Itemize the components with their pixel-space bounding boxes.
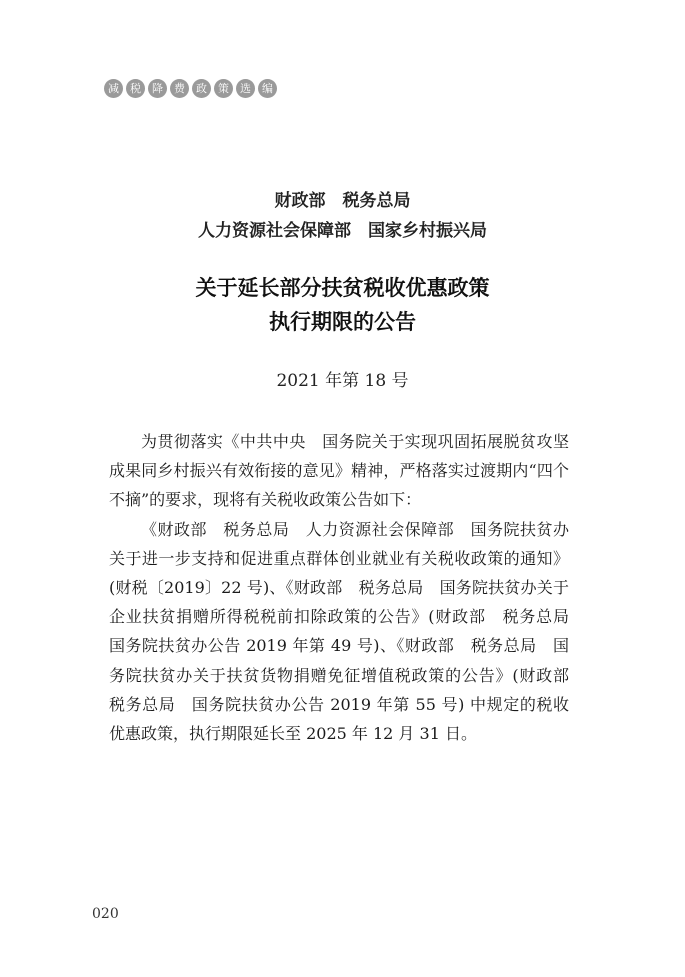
series-char: 选	[236, 79, 255, 98]
series-header	[104, 79, 277, 98]
paragraph-2: 《财政部 税务总局 人力资源社会保障部 国务院扶贫办关于进一步支持和促进重点群体创业就业有关税收政策的通知》(财税〔2019〕22 号)、《财政部 税务总局 国务院扶贫办关于企业扶贫捐赠所得税税前扣除政策的公告》(财政部 税务总局 国务院扶贫办公告 2019 年第 49 号)、《财政部 税务总局 国务院扶贫办关于扶贫货物捐赠免征增值税政策的公告》(财政部 税务总局 国务院扶贫办公告 2019 年第 55 号) 中规定的税收优惠政策，执行期限延长至 2025 年 12 月 31 日。	[109, 519, 586, 744]
series-char: 减	[104, 79, 123, 98]
body-text	[109, 427, 586, 748]
series-char: 降	[148, 79, 167, 98]
document-number: 2021 年第 18 号	[276, 371, 409, 391]
series-char: 政	[192, 79, 211, 98]
series-char: 编	[258, 79, 277, 98]
paragraph-1: 为贯彻落实《中共中央 国务院关于实现巩固拓展脱贫攻坚成果同乡村振兴有效衔接的意见》精神，严格落实过渡期内“四个不摘”的要求，现将有关税收政策公告如下：	[109, 432, 569, 510]
series-char: 费	[170, 79, 189, 98]
document-title-line-2: 执行期限的公告	[269, 309, 416, 334]
issuer-line-2: 人力资源社会保障部 国家乡村振兴局	[198, 221, 487, 241]
series-char: 税	[126, 79, 145, 98]
issuer-line-1: 财政部 税务总局	[274, 191, 411, 211]
page-number: 020	[92, 906, 119, 922]
document-title-line-1: 关于延长部分扶贫税收优惠政策	[195, 275, 490, 300]
series-char: 策	[214, 79, 233, 98]
